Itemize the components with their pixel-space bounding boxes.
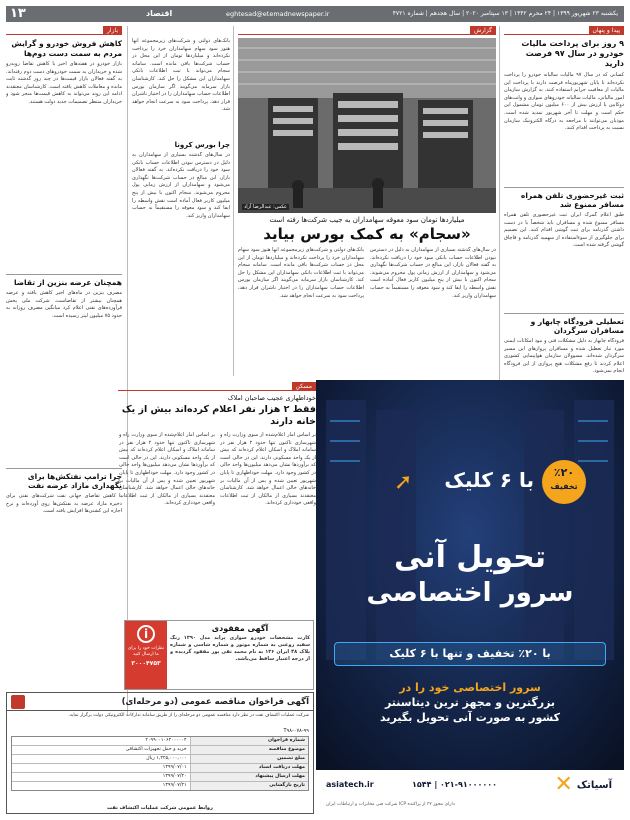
tender-row <box>12 737 308 745</box>
tender-row-label: موضوع مناقصه <box>190 746 308 754</box>
tender-row-label: مبلغ تضمین <box>190 755 308 763</box>
market-headline: چرا ترامپ نفتکش‌ها برای نگهداری مازاد عرضه نفت <box>27 472 122 490</box>
report-body: در سال‌های گذشته بسیاری از سهامداران به دلیل در دسترس نبودن اطلاعات حساب بانکی سود خود را دریافت نکرده‌اند. به گفته فعالان بازار، این مبالغ در حساب شرکت‌ها نگهداری می‌شود و سهامداران از ارزش زمانی پول محروم می‌شوند. سجام اکنون با بیش از پنج میلیون کاربر فعال آماده است نقش واسطه را ایفا کند و سود معوقه را مستقیماً به حساب سهامداران واریز کند. <box>132 152 230 219</box>
tender-row-label: مهلت ارسال پیشنهاد <box>190 773 308 781</box>
email-address[interactable]: eghtesad@etemadnewspaper.ir <box>226 10 330 18</box>
housing-story <box>118 382 316 617</box>
report-kicker: میلیاردها تومان سود معوقه سهامداران به جیب شرکت‌ها رفته است <box>269 216 465 224</box>
report-continuation <box>132 38 230 368</box>
report-headline: «سجام» به کمک بورس بیاید <box>263 225 471 243</box>
stock-exchange-photo <box>238 38 496 213</box>
tender-row-value: ۱۳۹۹/۰۷/۲۱ <box>162 783 187 788</box>
brand-name: آسیاتک <box>576 779 612 791</box>
brief-body: طبق اعلام گمرک ایران ثبت غیرحضوری تلفن همراه مسافر ممنوع شده و مسافران باید شخصاً با در دست داشتن گذرنامه برای ثبت گوشی اقدام کنند. این تصمیم برای جلوگیری از سوءاستفاده از سهمیه گذرنامه و قاچاق گوشی گرفته شده است. <box>504 212 624 249</box>
market-headline: همچنان عرضه بنزین از تقاضا <box>13 278 122 287</box>
info-icon: i <box>137 625 155 643</box>
ad-title-primary: تحویل آنی <box>393 540 547 575</box>
ad-website[interactable]: asiatech.ir <box>326 780 374 789</box>
ad-phone[interactable]: ۰۲۱-۹۱۰۰۰۰۰۰ | ۱۵۴۴ <box>412 780 498 789</box>
report-subhead: چرا بورس کرونا <box>174 141 230 149</box>
section-tag: مسکن <box>292 382 316 391</box>
notice-title: آگهی مفقودی <box>211 624 269 633</box>
main-report <box>238 26 496 376</box>
tender-row-label: مهلت دریافت اسناد <box>190 764 308 772</box>
photo-caption: عکس: عبدالرضا آزاد <box>244 204 287 210</box>
page-header <box>6 6 624 22</box>
asiatech-logo <box>554 774 612 796</box>
discount-badge <box>542 460 586 504</box>
lost-notice <box>124 620 314 690</box>
section-name: اقتصاد <box>146 9 173 18</box>
ad-body-line: سرور اختصاصی خود را در <box>399 681 541 694</box>
column-market <box>6 26 122 716</box>
market-body: مصرف بنزین در ماه‌های اخیر کاهش یافته و عرضه همچنان بیشتر از تقاضاست. شرکت ملی پخش فرآورده‌های نفتی اعلام کرد میانگین مصرف روزانه به حدود ۷۵ میلیون لیتر رسیده است. <box>6 290 122 319</box>
tender-row-value: ۱۳۹۹/۰۷/۰۱ <box>162 765 187 770</box>
feedback-label: نظرات خود را برای ما ارسال کنید <box>127 646 165 657</box>
ad-footer: دارای مجوز ۳۲ از پراکنده ICP شرکت فنی مخابرات و ارتباطات ایران <box>326 802 455 807</box>
tender-row-label: شماره فراخوان <box>190 737 308 745</box>
tender-row-value: ۱۳۹۹/۰۷/۲۰ <box>162 774 187 779</box>
brief-body: کسانی که در سال ۹۷ مالیات سالیانه خودرو را پرداخت نکرده‌اند تا پایان شهریورماه فرصت دارند با پرداخت این مالیات از معافیت جرایم استفاده کنند. به گزارش سازمان امور مالیاتی، مالیات سالیانه خودروهای سواری و وانت‌های دوکابین با ارزش بیش از ۶۰۰ میلیون تومان مشمول این حکم است و مهلت تا آخر شهریور تمدید شده است. مودیان می‌توانند با مراجعه به درگاه الکترونیک سازمان نسبت به پرداخت اقدام کنند. <box>504 72 624 132</box>
tender-table <box>11 736 309 791</box>
notice-body: کارت مشخصات خودرو سواری پراید مدل ۱۳۹۰ رنگ سفید روغنی به شماره موتور و شماره شاسی و شماره پلاک ۴۸ ایران ۱۳۶ به نام محمد تقی پور مفقود گردیده و از درجه اعتبار ساقط می‌باشد. <box>170 635 310 662</box>
tender-notice <box>6 692 314 814</box>
housing-body: بر اساس آمار اعلام‌شده از سوی وزارت راه و شهرسازی تاکنون تنها حدود ۲ هزار نفر در سامانه املاک و اسکان اعلام کرده‌اند که بیش از یک واحد مسکونی دارند. این در حالی است که برآوردها نشان می‌دهد میلیون‌ها واحد خالی در کشور وجود دارد. مهلت خوداظهاری تا پایان شهریور تعیین شده و پس از آن مالیات بر خانه‌های خالی اعمال خواهد شد. کارشناسان معتقدند بسیاری از مالکان از ثبت اطلاعات واقعی خودداری کرده‌اند. <box>119 432 215 507</box>
ad-body <box>316 680 624 725</box>
market-headline: کاهش فروش خودرو و گرایش مردم به سمت دست دوم‌ها <box>11 39 122 58</box>
housing-kicker: خوداظهاری عجیب صاحبان املاک <box>227 394 316 402</box>
date-line: یکشنبه ۲۳ شهریور ۱۳۹۹ | ۲۴ محرم ۱۴۴۲ | ۱۳ سپتامبر ۲۰۲۰ | سال هجدهم | شماره ۴۷۲۱ <box>392 10 618 17</box>
tender-code: T۹۸-۰۷۸-۹۹ <box>283 728 309 734</box>
tender-row <box>12 763 308 772</box>
report-body: بانک‌های دولتی و شرکت‌های زیرمجموعه آنها هنوز سود سهام سهامداران خرد را پرداخت نکرده‌اند و میلیاردها تومان از این محل در حساب شرکت‌ها باقی مانده است. سامانه سجام می‌تواند با ثبت اطلاعات بانکی سهامداران این مشکل را حل کند. کارشناسان بازار سرمایه می‌گویند اگر سازمان بورس اطلاعات حساب سهامداران را در اختیار ناشران قرار دهد، پرداخت سود به سرعت انجام خواهد شد. <box>238 247 364 299</box>
tender-footer: روابط عمومی شرکت عملیات اکتشاف نفت <box>107 805 213 811</box>
cursor-icon: ➚ <box>394 470 413 495</box>
ad-title-secondary: سرور اختصاصی <box>366 578 574 608</box>
discount-percent: ٪۲۰ <box>553 466 575 479</box>
tender-row-value: ۱,۳۲۵,۰۰۰,۰۰۰ ریال <box>146 756 187 761</box>
market-body: با کاهش تقاضای جهانی نفت شرکت‌های نفتی برای ذخیره مازاد عرضه به نفتکش‌ها روی آورده‌اند و نرخ اجاره این کشتی‌ها افزایش یافته است. <box>6 493 122 515</box>
section-tag: گزارش <box>470 26 496 35</box>
tender-row <box>12 772 308 781</box>
section-tag: بازار <box>103 26 122 35</box>
brief-headline: تعطیلی فرودگاه چابهار و مسافران سرگردان <box>530 317 624 335</box>
brief-body: فرودگاه چابهار به دلیل مشکلات فنی و نبود امکانات ایمنی مورد نیاز تعطیل شده و مسافران پروازهای این مسیر سرگردان شده‌اند. مسوولان سازمان هواپیمایی کشوری اعلام کردند تا رفع مشکلات هیچ پروازی از این فرودگاه انجام نمی‌شود. <box>504 338 624 375</box>
notice-side-panel <box>125 621 167 689</box>
tender-row-value: خرید و حمل تجهیزات اکتشافی <box>125 747 187 752</box>
company-logo-icon <box>11 695 25 709</box>
housing-body: بر اساس آمار اعلام‌شده از سوی وزارت راه و شهرسازی تاکنون تنها حدود ۲ هزار نفر در سامانه املاک و اسکان اعلام کرده‌اند که بیش از یک واحد مسکونی دارند. این در حالی است که برآوردها نشان می‌دهد میلیون‌ها واحد خالی در کشور وجود دارد. مهلت خوداظهاری تا پایان شهریور تعیین شده و پس از آن مالیات بر خانه‌های خالی اعمال خواهد شد. کارشناسان معتقدند بسیاری از مالکان از ثبت اطلاعات واقعی خودداری کرده‌اند. <box>220 432 316 507</box>
page-number: ۱۳ <box>10 6 26 21</box>
section-tag: پیدا و پنهان <box>589 26 625 35</box>
asiatech-advertisement[interactable] <box>316 380 624 816</box>
brief-headline: ۹ روز برای پرداخت مالیات خودرو در سال ۹۷ فرصت دارید <box>521 39 624 68</box>
housing-headline: فقط ۲ هزار نفر اعلام کرده‌اند بیش از یک خانه دارند <box>121 404 316 427</box>
tender-row <box>12 781 308 790</box>
tender-intro: شرکت عملیات اکتشاف نفت در نظر دارد مناقصه عمومی دو مرحله‌ای را از طریق سامانه تدارکات الکترونیکی دولت برگزار نماید. <box>68 713 309 718</box>
tender-row <box>12 754 308 763</box>
tender-row-value: ۲۰۹۹۰۰۱۰۶۴۰۰۰۰۰۴ <box>145 738 187 743</box>
feedback-number[interactable]: ۳۰۰۰۴۷۵۳ <box>131 660 161 667</box>
ad-offer-line: با ۲۰٪ تخفیف و تنها با ۶ کلیک <box>334 642 606 666</box>
tender-title: آگهی فراخوان مناقصه عمومی (دو مرحله‌ای) <box>121 696 309 707</box>
ad-body-line: کشور به صورت آنی تحویل بگیرید <box>380 711 560 724</box>
brief-headline: ثبت غیرحضوری تلفن همراه مسافر ممنوع شد <box>520 191 624 209</box>
ad-slogan: با ۶ کلیک <box>444 468 534 492</box>
market-body: بازار خودرو در هفته‌های اخیر با کاهش تقاضا روبه‌رو شده و خریداران به سمت خودروهای دست دوم رفته‌اند. به گفته فعالان بازار قیمت‌ها در چند روز گذشته ثابت مانده و معاملات کاهش یافته است. کارشناسان معتقدند ادامه این روند می‌تواند به کاهش قیمت‌ها منجر شود و خریداران منتظر تصمیمات جدید دولت هستند. <box>6 61 122 105</box>
report-body: در سال‌های گذشته بسیاری از سهامداران به دلیل در دسترس نبودن اطلاعات حساب بانکی سود خود را دریافت نکرده‌اند. به گفته فعالان بازار، این مبالغ در حساب شرکت‌ها نگهداری می‌شود و سهامداران از ارزش زمانی پول محروم می‌شوند. سجام اکنون با بیش از پنج میلیون کاربر فعال آماده است نقش واسطه را ایفا کند و سود معوقه را مستقیماً به حساب سهامداران واریز کند. <box>370 247 496 299</box>
ad-body-line: بزرگترین و مجهز ترین دیتاسنتر <box>384 696 556 709</box>
x-logo-icon: ✕ <box>554 772 573 797</box>
tender-row-label: تاریخ بازگشایی <box>190 782 308 790</box>
discount-word: تخفیف <box>550 482 578 491</box>
report-body: بانک‌های دولتی و شرکت‌های زیرمجموعه آنها هنوز سود سهام سهامداران خرد را پرداخت نکرده‌اند و میلیاردها تومان از این محل در حساب شرکت‌ها باقی مانده است. سامانه سجام می‌تواند با ثبت اطلاعات بانکی سهامداران این مشکل را حل کند. کارشناسان بازار سرمایه می‌گویند اگر سازمان بورس اطلاعات حساب سهامداران را در اختیار ناشران قرار دهد، پرداخت سود به سرعت انجام خواهد شد. <box>132 38 230 113</box>
tender-row <box>12 745 308 754</box>
